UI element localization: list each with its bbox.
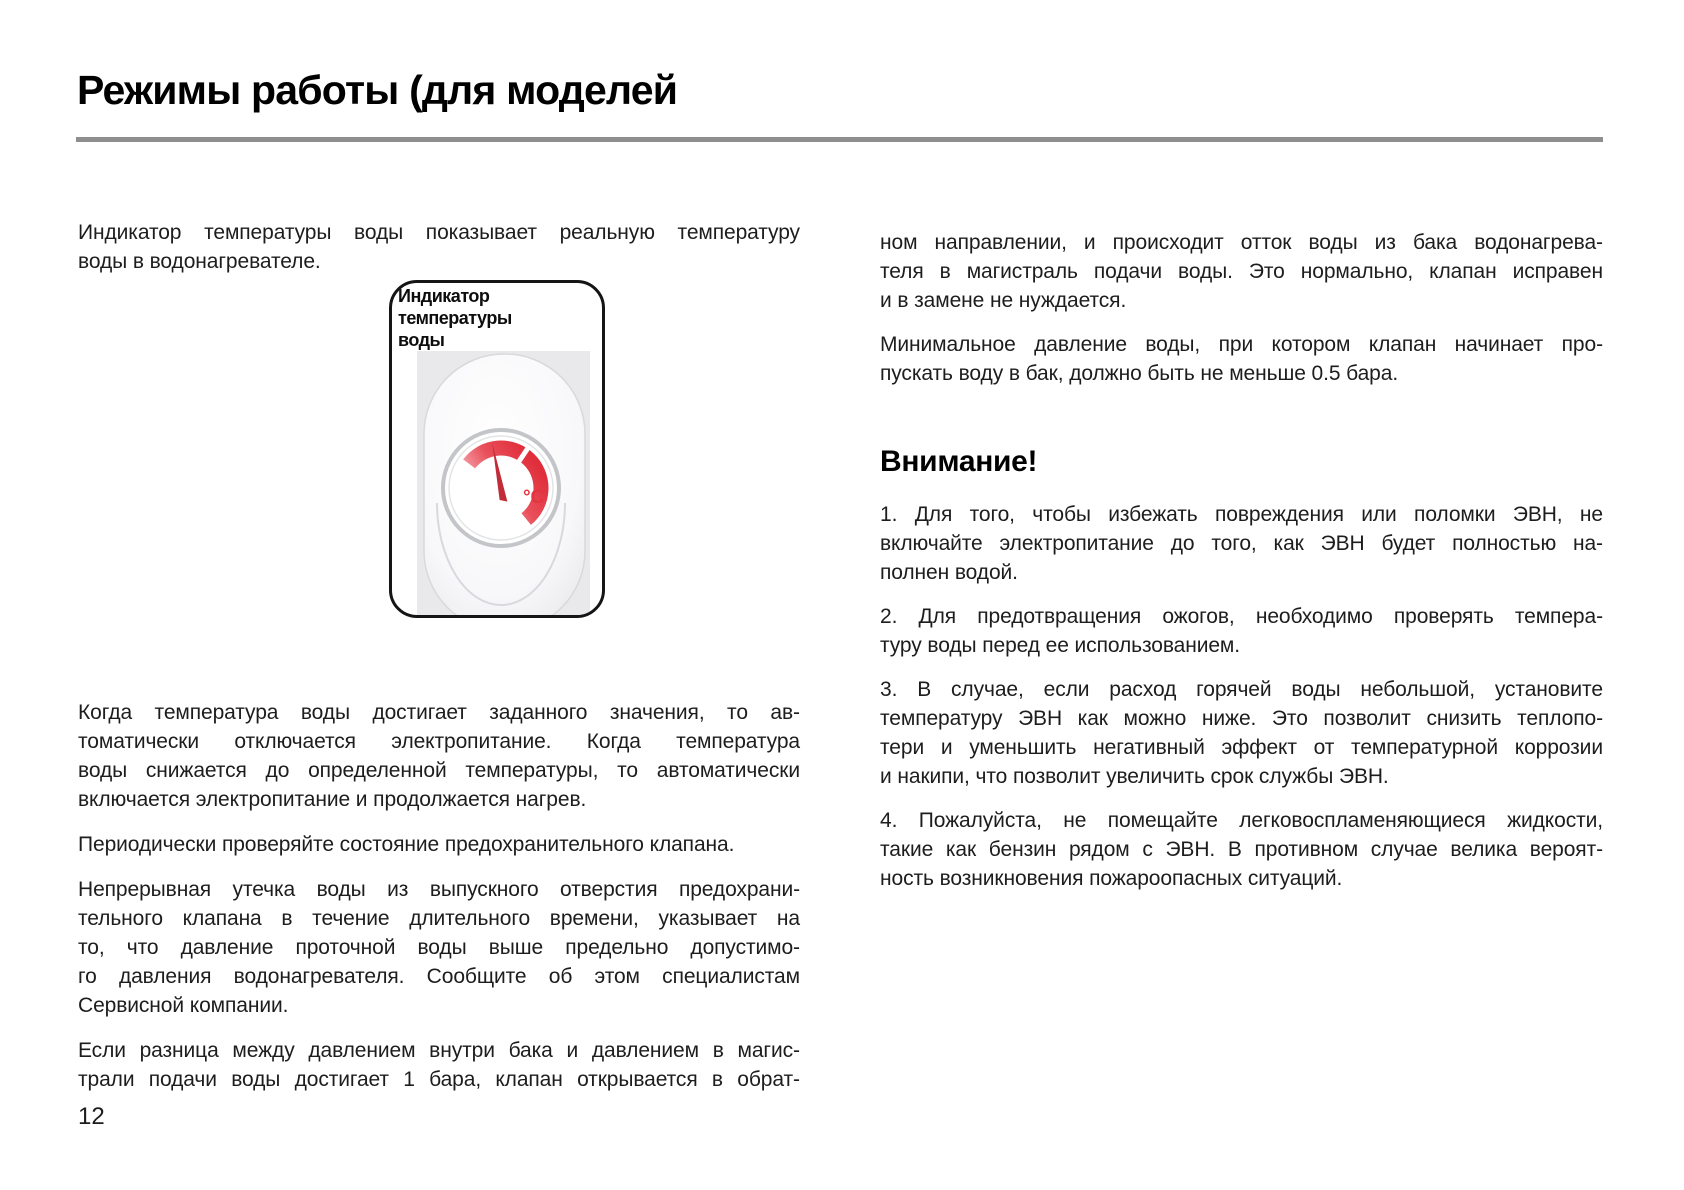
text-line: трали подачи воды достигает 1 бара, клапан открывается в обрат- xyxy=(78,1068,800,1091)
page-title: Режимы работы (для моделей xyxy=(77,67,678,113)
text-line: туру воды перед ее использованием. xyxy=(880,634,1241,657)
text-line: пускать воду в бак, должно быть не меньше 0.5 бара. xyxy=(880,362,1399,385)
text-line: Когда температура воды достигает заданного значения, то ав- xyxy=(78,701,800,724)
text-line: 2. Для предотвращения ожогов, необходимо проверять темпера- xyxy=(880,605,1603,628)
text-line: Если разница между давлением внутри бака и давлением в магис- xyxy=(78,1039,800,1062)
paragraph xyxy=(78,830,800,859)
text-line: 3. В случае, если расход горячей воды небольшой, установите xyxy=(880,678,1603,701)
paragraph xyxy=(880,330,1603,388)
text-line: включается электропитание и продолжается нагрев. xyxy=(78,788,587,811)
warning-heading: Внимание! xyxy=(880,445,1038,478)
text-line: тери и уменьшить негативный эффект от температурной коррозии xyxy=(880,736,1603,759)
text-line: томатически отключается электропитание. Когда температура xyxy=(78,730,800,753)
text-line: теля в магистраль подачи воды. Это нормально, клапан исправен xyxy=(880,260,1603,283)
text-line: ность возникновения пожароопасных ситуаций. xyxy=(880,867,1343,890)
right-column xyxy=(880,228,1603,893)
left-column xyxy=(78,218,800,1131)
left-bottom-paragraphs xyxy=(78,698,800,1094)
text-line: воды снижается до определенной температуры, то автоматически xyxy=(78,759,800,782)
paragraph xyxy=(78,875,800,1020)
text-line: включайте электропитание до того, как ЭВН будет полностью на- xyxy=(880,532,1603,555)
text-line: 4. Пожалуйста, не помещайте легковоспламеняющиеся жидкости, xyxy=(880,809,1603,832)
text-line: Индикатор температуры воды показывает реальную температуру xyxy=(78,221,800,244)
text-line: и в замене не нуждается. xyxy=(880,289,1127,312)
right-top-paragraphs xyxy=(880,228,1603,388)
paragraph xyxy=(880,602,1603,660)
title-divider-rule xyxy=(76,137,1603,142)
gauge-unit-label: °C xyxy=(523,487,545,508)
paragraph xyxy=(880,500,1603,587)
text-line: го давления водонагревателя. Сообщите об этом специалистам xyxy=(78,965,800,988)
text-line: полнен водой. xyxy=(880,561,1018,584)
text-line: температуру ЭВН как можно ниже. Это позволит снизить теплопо- xyxy=(880,707,1603,730)
text-line: тельного клапана в течение длительного времени, указывает на xyxy=(78,907,800,930)
paragraph xyxy=(880,228,1603,315)
figure-caption-line1: Индикатор температуры xyxy=(398,286,512,328)
paragraph xyxy=(880,806,1603,893)
paragraph xyxy=(78,698,800,814)
left-top-paragraphs xyxy=(78,218,800,276)
paragraph xyxy=(880,675,1603,791)
text-line: Сервисной компании. xyxy=(78,994,289,1017)
figure-caption xyxy=(398,285,602,351)
temperature-indicator-figure xyxy=(389,280,605,618)
figure-caption-line2: воды xyxy=(398,330,445,350)
text-line: воды в водонагревателе. xyxy=(78,250,321,273)
text-line: Минимальное давление воды, при котором клапан начинает про- xyxy=(880,333,1603,356)
text-line: и накипи, что позволит увеличить срок службы ЭВН. xyxy=(880,765,1389,788)
paragraph xyxy=(78,218,800,276)
warning-items xyxy=(880,500,1603,893)
paragraph xyxy=(78,1036,800,1094)
text-line: ном направлении, и происходит отток воды из бака водонагрева- xyxy=(880,231,1603,254)
water-heater-photo xyxy=(417,351,590,618)
page-number: 12 xyxy=(78,1103,105,1130)
text-line: 1. Для того, чтобы избежать повреждения или поломки ЭВН, не xyxy=(880,503,1603,526)
text-line: Непрерывная утечка воды из выпускного отверстия предохрани- xyxy=(78,878,800,901)
text-line: Периодически проверяйте состояние предохранительного клапана. xyxy=(78,833,735,856)
text-line: то, что давление проточной воды выше предельно допустимо- xyxy=(78,936,800,959)
text-line: такие как бензин рядом с ЭВН. В противном случае велика вероят- xyxy=(880,838,1603,861)
